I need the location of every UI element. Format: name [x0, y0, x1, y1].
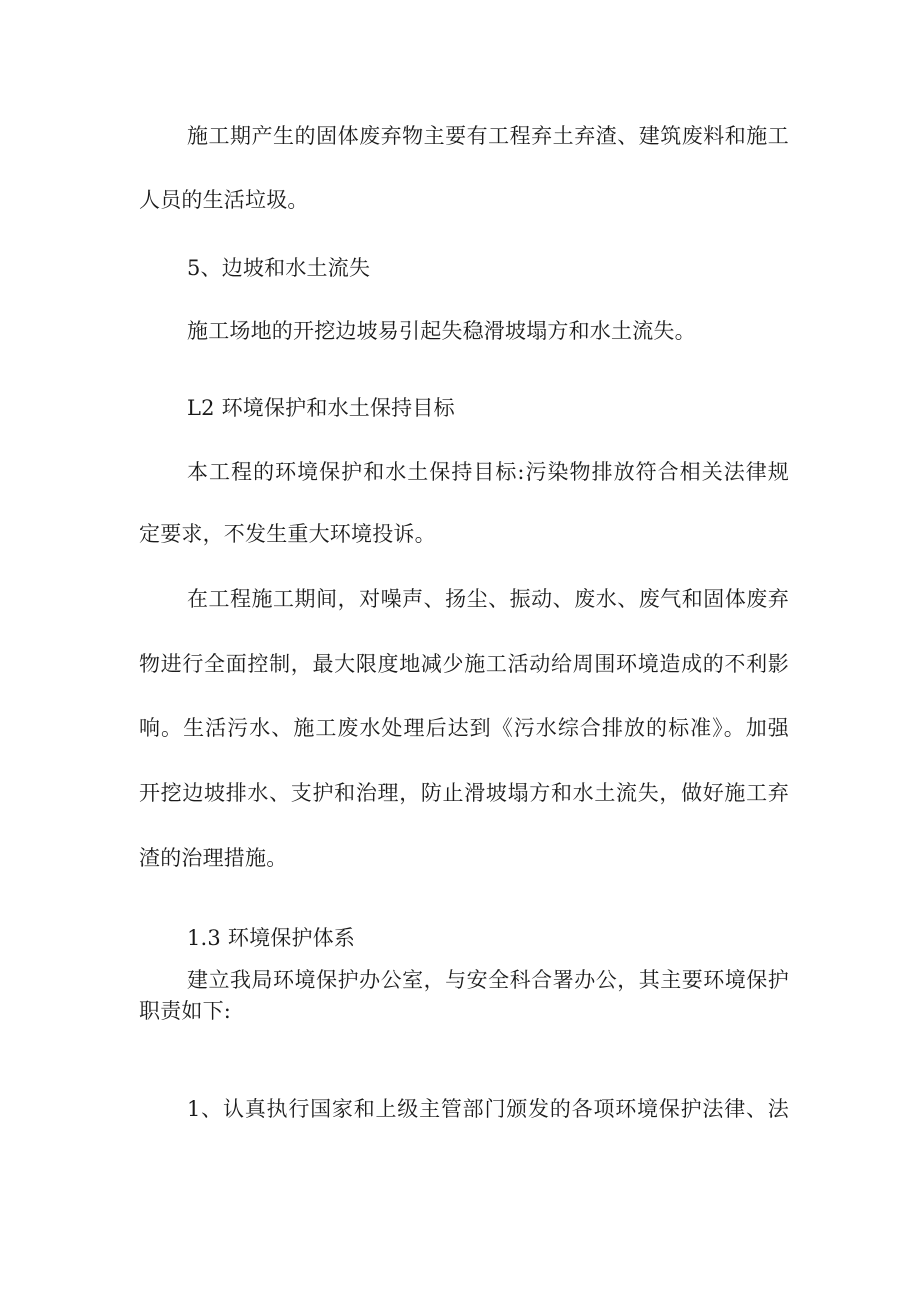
- paragraph-line: 施工期产生的固体废弃物主要有工程弃土弃渣、建筑废料和施工: [187, 124, 789, 148]
- paragraph-line: 渣的治理措施。: [139, 846, 288, 870]
- paragraph-line: 响。生活污水、施工废水处理后达到《污水综合排放的标准》。加强: [139, 716, 789, 740]
- paragraph-line: 职责如下:: [139, 999, 232, 1023]
- paragraph-line: 建立我局环境保护办公室，与安全科合署办公，其主要环境保护: [187, 968, 789, 992]
- paragraph-line: 1、认真执行国家和上级主管部门颁发的各项环境保护法律、法: [187, 1097, 789, 1121]
- paragraph-line: 物进行全面控制，最大限度地减少施工活动给周围环境造成的不利影: [139, 652, 789, 676]
- paragraph-line: 人员的生活垃圾。: [139, 188, 309, 212]
- section-heading: 5、边坡和水土流失: [187, 256, 371, 280]
- paragraph-line: 在工程施工期间，对噪声、扬尘、振动、废水、废气和固体废弃: [187, 587, 789, 611]
- section-heading: 1.3 环境保护体系: [187, 926, 356, 950]
- paragraph-line: 本工程的环境保护和水土保持目标:污染物排放符合相关法律规: [187, 460, 789, 484]
- section-heading: L2 环境保护和水土保持目标: [187, 396, 455, 420]
- paragraph-line: 开挖边坡排水、支护和治理，防止滑坡塌方和水土流失，做好施工弃: [139, 781, 789, 805]
- paragraph-line: 施工场地的开挖边坡易引起失稳滑坡塌方和水土流失。: [187, 319, 696, 343]
- paragraph-line: 定要求，不发生重大环境投诉。: [139, 522, 436, 546]
